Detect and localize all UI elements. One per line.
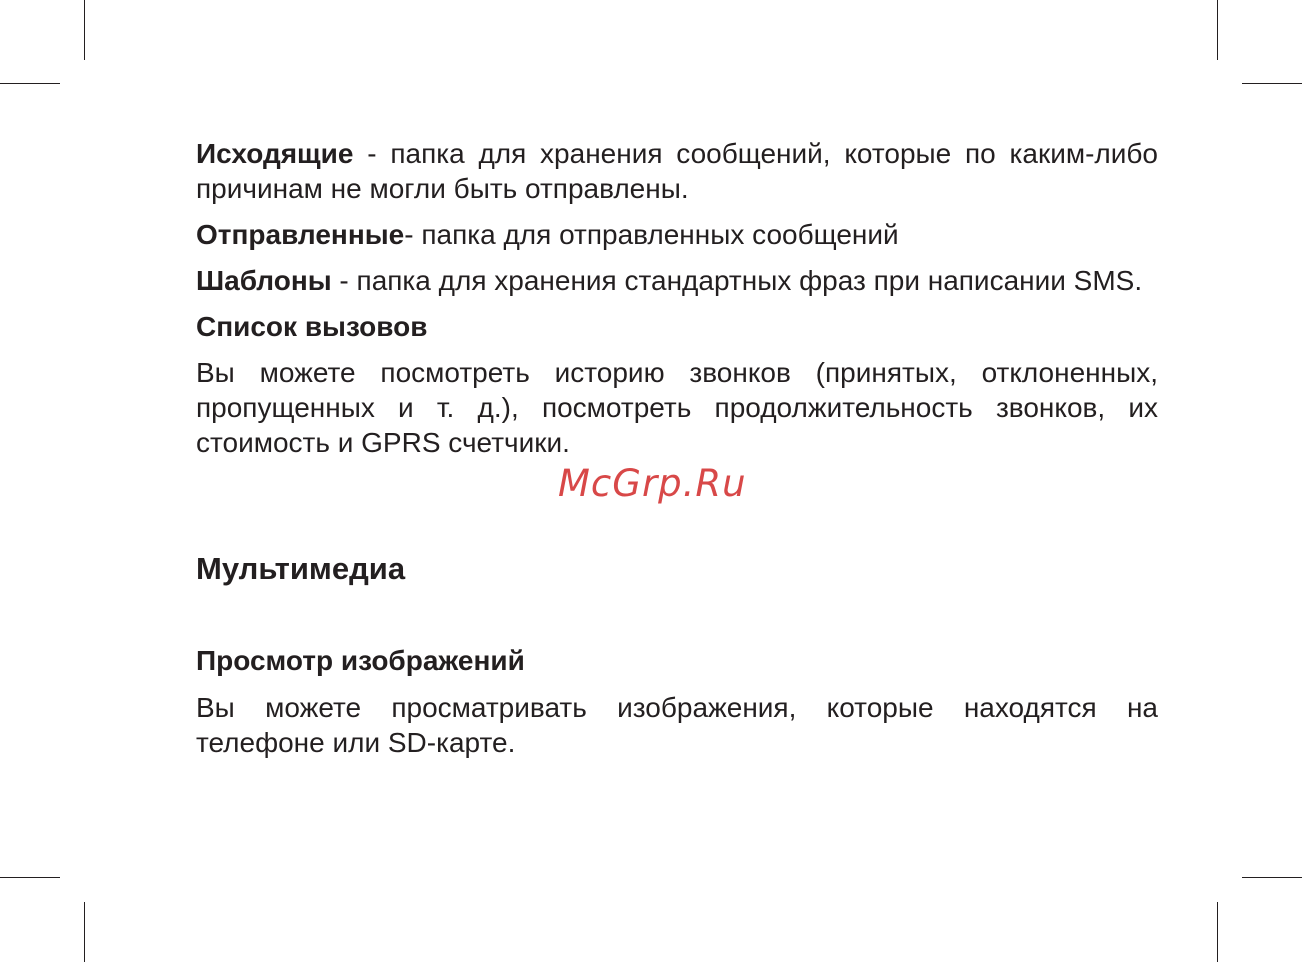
entry-templates-text: - папка для хранения стандартных фраз при написании SMS. [331, 265, 1143, 296]
page-content [196, 136, 1158, 760]
image-viewer-text: Вы можете просматривать изображения, которые находятся на телефоне или SD-карте. [196, 692, 1158, 758]
entry-sent-text: - папка для отправленных сообщений [404, 219, 899, 250]
entry-sent-term: Отправленные [196, 219, 405, 250]
entry-outgoing [196, 136, 1158, 206]
section-title-multimedia: Мультимедиа [196, 551, 406, 586]
crop-mark-top-right-vertical [1217, 0, 1218, 60]
entry-templates [196, 263, 1158, 298]
call-log-text: Вы можете посмотреть историю звонков (принятых, отклоненных, пропущенных и т. д.), посмотреть продолжительность звонков, их стоимость и GPRS счетчики. [196, 357, 1158, 458]
crop-mark-bottom-left-vertical [84, 902, 85, 962]
crop-mark-bottom-left-horizontal [0, 877, 60, 878]
entry-sent [196, 217, 1158, 252]
crop-mark-top-left-horizontal [0, 83, 60, 84]
crop-mark-bottom-right-vertical [1217, 902, 1218, 962]
crop-mark-top-left-vertical [84, 0, 85, 60]
entry-outgoing-text: - папка для хранения сообщений, которые по каким-либо причинам не могли быть отправлены. [196, 138, 1158, 204]
call-log-heading: Список вызовов [196, 311, 428, 342]
crop-mark-top-right-horizontal [1242, 83, 1302, 84]
entry-templates-term: Шаблоны [196, 265, 332, 296]
watermark-logo: McGrp.Ru [558, 462, 747, 505]
crop-mark-bottom-right-horizontal [1242, 877, 1302, 878]
image-viewer-heading: Просмотр изображений [196, 645, 525, 676]
entry-outgoing-term: Исходящие [196, 138, 354, 169]
